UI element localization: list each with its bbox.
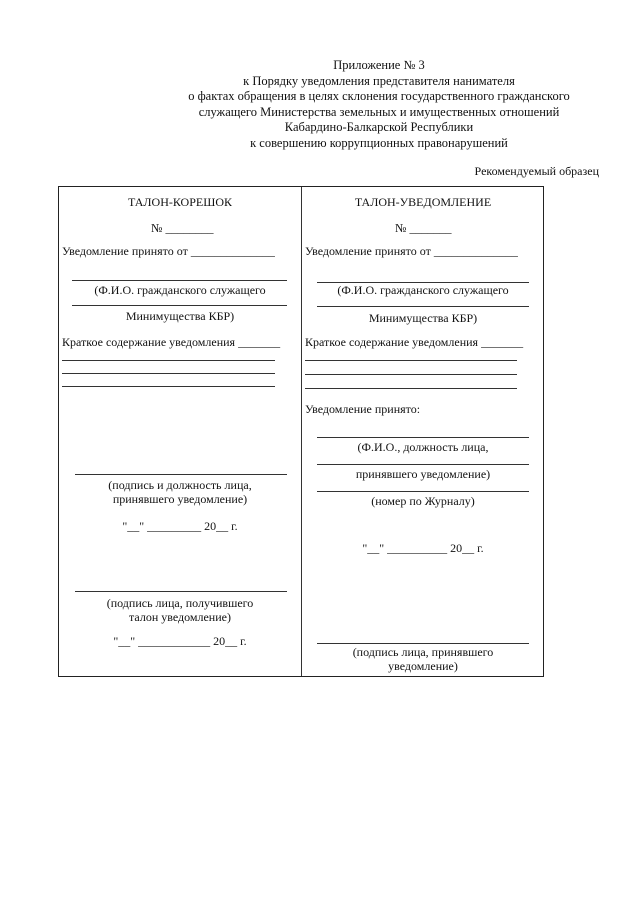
notice-title: ТАЛОН-УВЕДОМЛЕНИЕ — [354, 195, 492, 209]
stub-title: ТАЛОН-КОРЕШОК — [127, 195, 232, 209]
stub-recipient-caption: талон уведомление) — [129, 610, 231, 624]
notice-journal-caption: (номер по Журналу) — [371, 494, 475, 508]
notice-summary-line — [305, 388, 517, 389]
notice-sign-caption: уведомление) — [388, 659, 458, 673]
stub-recipient-line — [75, 591, 287, 592]
stub-ministry-line — [72, 305, 287, 306]
notice-ministry-caption: Минимущества КБР) — [368, 311, 478, 325]
stub-summary-line — [62, 373, 275, 374]
stub-fio-line — [72, 280, 287, 281]
sample-note: Рекомендуемый образец — [474, 164, 599, 178]
stub-sign-line — [75, 474, 287, 475]
stub-fio-caption: (Ф.И.О. гражданского служащего — [94, 283, 266, 297]
notice-summary-line — [305, 360, 517, 361]
header-line: о фактах обращения в целях склонения государственного гражданского — [188, 89, 570, 103]
notice-sign-caption: (подпись лица, принявшего — [352, 645, 494, 659]
appendix-header — [159, 58, 599, 151]
notice-accepted-label: Уведомление принято: — [305, 402, 421, 416]
notice-ministry-line — [317, 306, 529, 307]
header-line: служащего Министерства земельных и имущественных отношений — [198, 104, 560, 119]
stub-ministry-caption: Минимущества КБР) — [125, 309, 235, 323]
notice-number: № _______ — [395, 221, 452, 235]
stub-summary-label: Краткое содержание уведомления _______ — [62, 335, 281, 349]
notice-accepter-line — [317, 464, 529, 465]
notice-sign-line — [317, 643, 529, 644]
column-divider — [301, 187, 302, 676]
notice-journal-line — [317, 491, 529, 492]
stub-number: № ________ — [151, 221, 214, 235]
stub-sign-caption: принявшего уведомление) — [112, 492, 248, 506]
header-line: Приложение № 3 — [333, 58, 425, 72]
stub-summary-line — [62, 360, 275, 361]
notice-date: "__" __________ 20__ г. — [362, 541, 484, 555]
notice-received-from: Уведомление принято от ______________ — [305, 244, 518, 258]
stub-date: "__" ____________ 20__ г. — [113, 634, 247, 648]
header-line: к совершению коррупционных правонарушений — [250, 135, 508, 150]
stub-received-from: Уведомление принято от ______________ — [62, 244, 275, 258]
stub-recipient-caption: (подпись лица, получившего — [106, 596, 254, 610]
notice-accepter-caption: принявшего уведомление) — [355, 467, 491, 481]
header-line: к Порядку уведомления представителя нанимателя — [243, 73, 515, 88]
stub-sign-caption: (подпись и должность лица, — [108, 478, 252, 492]
notice-summary-label: Краткое содержание уведомления _______ — [305, 335, 524, 349]
notice-fio-position-caption: (Ф.И.О., должность лица, — [357, 440, 489, 454]
header-line: Кабардино-Балкарской Республики — [284, 120, 474, 134]
notice-summary-line — [305, 374, 517, 375]
stub-date: "__" _________ 20__ г. — [122, 519, 238, 533]
talon-form — [58, 186, 544, 677]
notice-fio-caption: (Ф.И.О. гражданского служащего — [337, 283, 509, 297]
stub-summary-line — [62, 386, 275, 387]
notice-fio-position-line — [317, 437, 529, 438]
